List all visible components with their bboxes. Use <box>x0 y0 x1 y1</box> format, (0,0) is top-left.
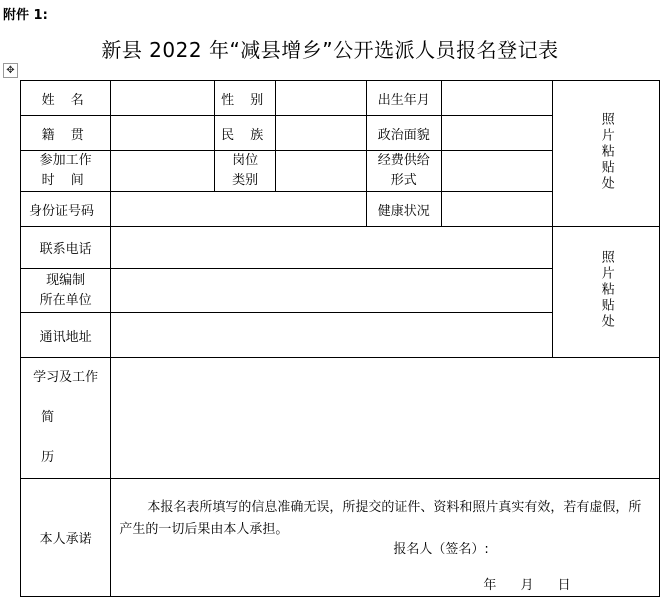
funding-label <box>366 151 441 192</box>
photo-label-2: 照片粘贴处 <box>598 250 614 330</box>
pledge-label: 本人承诺 <box>21 479 111 597</box>
health-label: 健康状况 <box>366 192 441 227</box>
post-type-field[interactable] <box>276 151 366 192</box>
photo-box-top <box>553 81 660 227</box>
resume-label-line1: 学习及工作 <box>33 370 99 385</box>
unit-label <box>21 269 111 313</box>
resume-field[interactable] <box>111 358 660 479</box>
photo-box-bottom <box>553 227 660 358</box>
political-label: 政治面貌 <box>366 116 441 151</box>
birth-label: 出生年月 <box>366 81 441 116</box>
attachment-label: 附件 1: <box>3 8 48 23</box>
unit-label-line1: 现编制 <box>46 272 86 288</box>
form-title: 新县 2022 年“减县增乡”公开选派人员报名登记表 <box>101 38 559 62</box>
phone-field[interactable] <box>111 227 553 269</box>
resume-label <box>21 358 111 479</box>
table-move-handle-icon[interactable]: ✥ <box>3 63 18 78</box>
pledge-content <box>111 479 660 597</box>
political-field[interactable] <box>442 116 553 151</box>
post-type-label <box>215 151 276 192</box>
photo-label: 照片粘贴处 <box>598 111 614 192</box>
gender-field[interactable] <box>276 81 366 116</box>
native-field[interactable] <box>111 116 215 151</box>
funding-label-line1: 经费供给 <box>377 153 430 168</box>
post-type-label-line2: 类别 <box>232 173 259 188</box>
id-number-label: 身份证号码 <box>21 192 111 227</box>
funding-field[interactable] <box>442 151 553 192</box>
date-label: 年 月 日 <box>483 578 571 593</box>
signer-label: 报名人（签名）: <box>393 542 489 557</box>
name-label: 姓 名 <box>21 81 111 116</box>
work-start-field[interactable] <box>111 151 215 192</box>
pledge-text: 本报名表所填写的信息准确无误，所提交的证件、资料和照片真实有效，若有虚假，所产生的一切后果由本人承担。 <box>119 500 642 537</box>
name-field[interactable] <box>111 81 215 116</box>
health-field[interactable] <box>442 192 553 227</box>
registration-form-table <box>20 80 660 597</box>
work-start-label-line2: 时 间 <box>41 173 90 188</box>
ethnicity-field[interactable] <box>276 116 366 151</box>
post-type-label-line1: 岗位 <box>232 153 259 168</box>
phone-label: 联系电话 <box>21 227 111 269</box>
address-label: 通讯地址 <box>21 313 111 358</box>
funding-label-line2: 形式 <box>390 173 417 188</box>
work-start-label-line1: 参加工作 <box>39 153 92 168</box>
native-label: 籍 贯 <box>21 116 111 151</box>
ethnicity-label: 民 族 <box>215 116 276 151</box>
unit-label-line2: 所在单位 <box>39 292 92 308</box>
birth-field[interactable] <box>442 81 553 116</box>
id-number-field[interactable] <box>111 192 366 227</box>
work-start-label <box>21 151 111 192</box>
gender-label: 性 别 <box>215 81 276 116</box>
resume-label-line2: 简 历 <box>41 410 91 465</box>
address-field[interactable] <box>111 313 553 358</box>
unit-field[interactable] <box>111 269 553 313</box>
